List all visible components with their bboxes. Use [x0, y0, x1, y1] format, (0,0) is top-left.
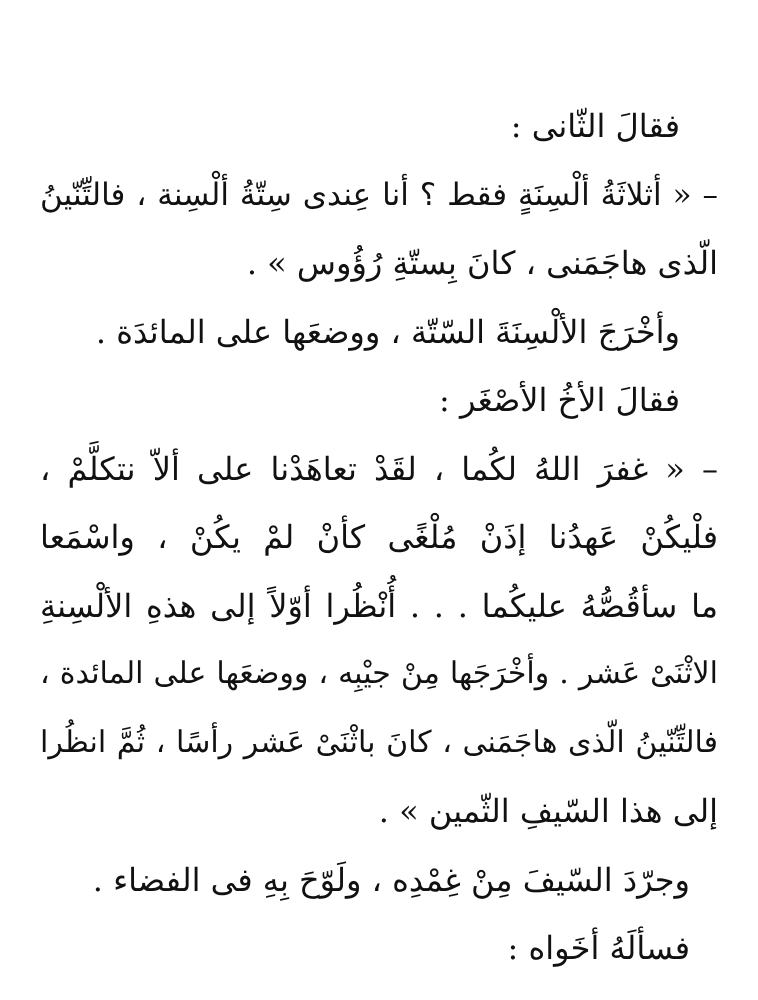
- text-line-8: ما سأقُصُّهُ عليكُما . . . أُنْظُرا أوّلاً إلى هذهِ الألْسِنةِ: [40, 586, 718, 625]
- text-line-3: الّذى هاجَمَنى ، كانَ بِستّةِ رُؤُوس » .: [246, 244, 718, 282]
- text-line-9: الاثْنَىْ عَشر . وأخْرَجَها مِنْ جيْبِه ، ووضعَها على المائدة ،: [40, 656, 718, 691]
- text-line-4: وأخْرَجَ الألْسِنَةَ السّتّة ، ووضعَها على المائدَة .: [95, 312, 680, 351]
- text-line-12: وجرّدَ السّيفَ مِنْ غِمْدِه ، ولَوّحَ بِهِ فى الفضاء .: [92, 860, 690, 899]
- text-line-10: فالتِّنّينُ الّذى هاجَمَنى ، كانَ باثْنَىْ عَشر رأسًا ، ثُمَّ انظُرا: [40, 724, 718, 760]
- arabic-text-block: [40, 92, 718, 983]
- text-line-6: – « غفرَ اللهُ لكُما ، لقَدْ تعاهَدْنا على ألاّ نتكلَّمْ ،: [40, 449, 718, 488]
- text-line-1: فقالَ الثّانى :: [510, 107, 680, 145]
- text-line-2: – « أثلاثَةُ ألْسِنَةٍ فقط ؟ أنا عِندى سِتّةُ ألْسِنة ، فالتِّنّينُ: [40, 176, 718, 213]
- text-line-7: فلْيكُنْ عَهدُنا إذَنْ مُلْغًى كأنْ لمْ يكُنْ ، واسْمَعا: [40, 518, 718, 556]
- text-line-11: إلى هذا السّيفِ الثّمين » .: [378, 792, 718, 830]
- text-line-5: فقالَ الأخُ الأصْغَر :: [439, 381, 680, 419]
- text-line-13: فسألَهُ أخَواه :: [507, 929, 690, 967]
